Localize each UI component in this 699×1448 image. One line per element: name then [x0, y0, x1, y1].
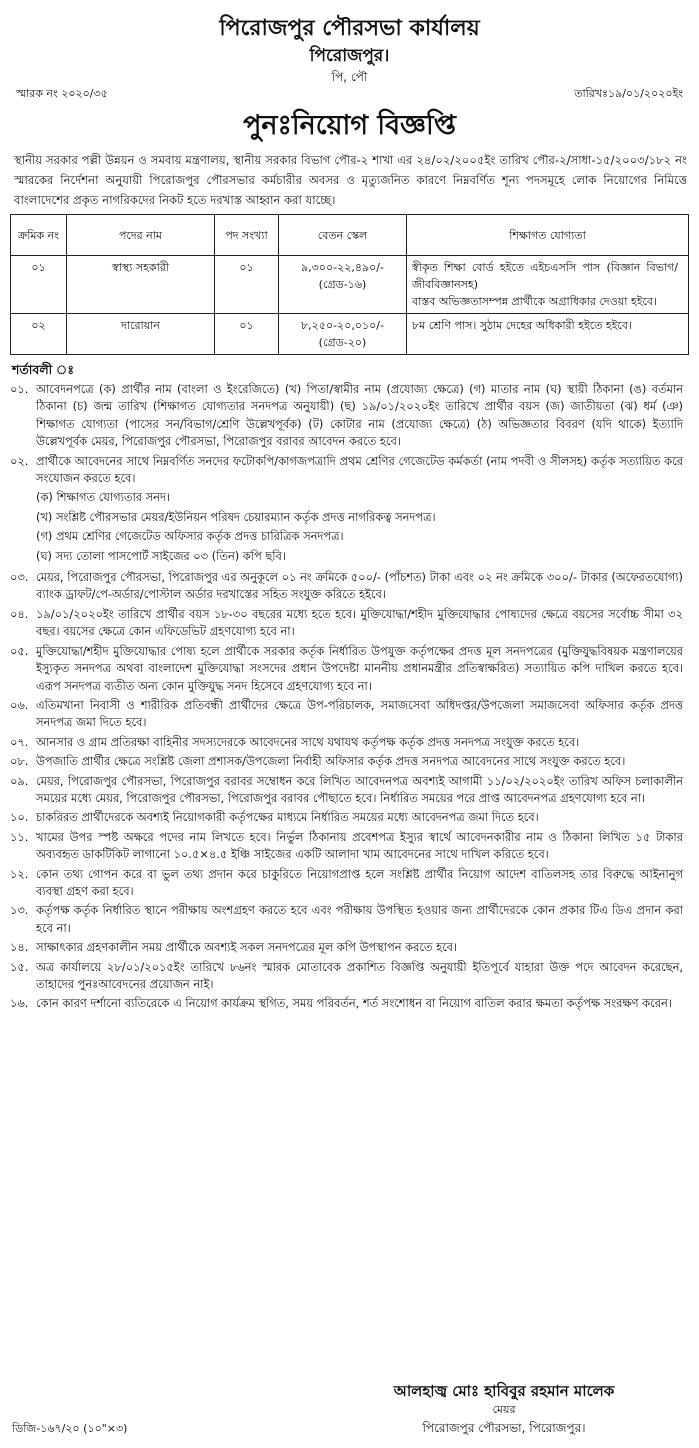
row-count: ০১ — [215, 314, 279, 355]
term-item — [10, 753, 689, 770]
term-body: কোন তথ্য গোপন করে বা ভুল তথ্য প্রদান করে চাকুরিতে নিয়োগপ্রাপ্ত হলে সংশ্লিষ্ট প্রার্থীর নিয়োগ আদেশ বাতিলসহ তার বিরুদ্ধে আইনানুগ ব্যবস্থা গ্রহণ করা হবে। — [36, 866, 683, 898]
term-text — [36, 453, 689, 567]
term-number: ০৫. — [10, 643, 29, 658]
term-item — [10, 734, 689, 751]
term-body: চাকরিরত প্রার্থীদেরকে অবশ্যই নিয়োগকারী কর্তৃপক্ষের মাধ্যমে নির্ধারিত সময়ের মধ্যে আবেদনপত্র জমা দিতে হবে। — [36, 810, 539, 825]
term-item — [10, 995, 689, 1012]
term-item — [10, 569, 689, 604]
education-requirement: ৮ম শ্রেণি পাস। সুঠাম দেহের অধিকারী হইতে হইবে। — [412, 319, 632, 332]
table-header-row — [11, 215, 689, 256]
ad-code: ডিজি-১৬৭/২০ (১০"×৩) — [12, 1422, 128, 1435]
term-text — [36, 381, 689, 451]
term-text — [36, 939, 689, 956]
term-text — [36, 606, 689, 641]
term-item — [10, 866, 689, 901]
term-number: ০৯. — [10, 773, 29, 788]
term-sub-item: (খ) সংশ্লিষ্ট পৌরসভার মেয়র/ইউনিয়ন পরিষদ চেয়ারম্যান কর্তৃক প্রদত্ত নাগরিকত্ব সনদপত্র। — [36, 509, 436, 524]
term-number: ০২. — [10, 453, 29, 468]
term-text — [36, 697, 689, 732]
term-body: মুক্তিযোদ্ধা/শহীদ মুক্তিযোদ্ধার পোষ্য হলে প্রার্থীকে সরকার কর্তৃক নির্ধারিত উপযুক্ত কর্তৃপক্ষের প্রদত্ত মূল সনদপত্রের (মুক্তিযুদ্ধবিষয়ক মন্ত্রণালয়ের ইস্যুকৃত সনদপত্র অথবা বাংলাদেশ মুক্তিযোদ্ধা সংসদের প্রধান উপদেষ্টা মাননীয় প্রধানমন্ত্রীর প্রতিস্বাক্ষরিত) সত্যায়িত কপি দাখিল করতে হবে। এরূপ সনদপত্র ব্যতীত অন্য কোন মুক্তিযুদ্ধ সনদ হিসেবে গ্রহণযোগ্য হবে না। — [36, 643, 683, 693]
term-text — [36, 959, 689, 994]
education-requirement: স্বীকৃত শিক্ষা বোর্ড হইতে এইচএসসি পাস (বিজ্ঞান বিভাগ/জীববিজ্ঞানসহ) — [412, 261, 678, 291]
term-number: ১২. — [10, 866, 29, 881]
scale-grade: (গ্রেড-২০) — [318, 336, 367, 349]
office-city: পিরোজপুর। — [309, 46, 390, 66]
term-text — [36, 829, 689, 864]
memo-row — [10, 86, 689, 102]
col-count: পদ সংখ্যা — [215, 215, 279, 256]
term-number: ০৩. — [10, 570, 29, 585]
term-sub-item: (গ) প্রথম শ্রেণির গেজেটেড অফিসার কর্তৃক প্রদত্ত চারিত্রিক সনদপত্র। — [36, 529, 344, 544]
terms-heading: শর্তাবলী ঃ — [12, 362, 75, 377]
term-text — [36, 809, 689, 826]
col-scale: বেতন স্কেল — [279, 215, 407, 256]
office-name: পিরোজপুর পৌরসভা কার্যালয় — [219, 16, 480, 41]
term-item — [10, 809, 689, 826]
col-serial: ক্রমিক নং — [11, 215, 67, 256]
term-body: অত্র কার্যালয়ে ২৮/০১/২০১৫ইং তারিখে ৮৬নং স্মারক মোতাবেক প্রকাশিত বিজ্ঞপ্তি অনুযায়ী ইতিপূর্বে যাহারা উক্ত পদে আবেদন করেছেন, তাহাদের পুনঃআবেদনের প্রয়োজন নাই। — [36, 959, 683, 991]
term-number: ০১. — [10, 382, 29, 396]
term-text — [36, 902, 689, 937]
term-body: মেয়র, পিরোজপুর পৌরসভা, পিরোজপুর বরাবর সম্বোধন করে লিখিত আবেদনপত্র অবশ্যই আগামী ১১/০২/২০২০ইং তারিখ অফিস চলাকালীন সময়ের মধ্যে মেয়র, পিরোজপুর পৌরসভা, পিরোজপুর বরাবর পৌছাতে হবে। নির্ধারিত সময়ের পরে প্রাপ্ত আবেদনপত্র গ্রহণযোগ্য হবে না। — [36, 773, 683, 805]
scale-range: ৮,২৫০-২০,০১০/- — [301, 319, 384, 332]
row-scale — [279, 256, 407, 314]
term-body: আবেদনপত্রে (ক) প্রার্থীর নাম (বাংলা ও ইংরেজিতে) (খ) পিতা/স্বামীর নাম (প্রযোজ্য ক্ষেত্রে) (গ) মাতার নাম (ঘ) স্থায়ী ঠিকানা (ঙ) বর্তমান ঠিকানা (চ) জন্ম তারিখ (শিক্ষাগত যোগ্যতার সনদপত্র অনুযায়ী) (ছ) ১৯/০১/২০২০ইং তারিখে প্রার্থীর বয়স (জ) জাতীয়তা (ঝ) ধর্ম (ঞ) শিক্ষাগত যোগ্যতা (পাসের সন/বিভাগ/শ্রেণি উল্লেখপূর্বক) (ট) কোটার নাম (প্রযোজ্য ক্ষেত্রে) (ঠ) অভিজ্ঞতার বিবরণ (যদি থাকে) ইত্যাদি উল্লেখপূর্বক মেয়র, পিরোজপুর পৌরসভা, পিরোজপুর বরাবর আবেদন করতে হবে। — [36, 382, 683, 449]
term-number: ১০. — [10, 810, 29, 825]
term-text — [36, 995, 689, 1012]
row-scale — [279, 314, 407, 355]
row-education — [407, 314, 689, 355]
term-body: আনসার ও গ্রাম প্রতিরক্ষা বাহিনীর সদস্যদেরকে আবেদনের সাথে যথাযথ কর্তৃপক্ষ কর্তৃক প্রদত্ত সনদপত্র সংযুক্ত করতে হবে। — [36, 734, 580, 749]
term-body: ১৯/০১/২০২০ইং তারিখে প্রার্থীর বয়স ১৮-৩০ বছরের মধ্যে হতে হবে। মুক্তিযোদ্ধা/শহীদ মুক্তিযোদ্ধার পোষ্যদের ক্ষেত্রে বয়সের সর্বোচ্চ সীমা ৩২ বছর। বয়সের ক্ষেত্রে কোন এফিডেভিট গ্রহণযোগ্য হবে না। — [36, 606, 683, 639]
term-item — [10, 829, 689, 864]
signatory-designation: মেয়র — [492, 1403, 516, 1416]
term-number: ১৫. — [10, 959, 29, 974]
signatory-office: পিরোজপুর পৌরসভা, পিরোজপুর। — [422, 1421, 586, 1435]
term-body: সাক্ষাৎকার গ্রহণকালীন সময় প্রার্থীকে অবশ্যই সকল সনদপত্রের মূল কপি উপস্থাপন করতে হবে। — [36, 940, 458, 955]
vacancy-table — [10, 214, 689, 355]
term-item — [10, 606, 689, 641]
term-sub-item: (ঘ) সদ্য তোলা পাসপোর্ট সাইজের ০৩ (তিন) কপি ছবি। — [36, 548, 286, 563]
terms-list — [10, 381, 689, 1013]
term-item — [10, 902, 689, 937]
term-item — [10, 381, 689, 451]
row-serial: ০২ — [11, 314, 67, 355]
col-post: পদের নাম — [67, 215, 215, 256]
term-body: কর্তৃপক্ষ কর্তৃক নির্ধারিত স্থানে পরীক্ষায় অংশগ্রহণ করতে হবে এবং পরীক্ষায় উপস্থিত হওয়ার জন্য প্রার্থীদেরকে কোন প্রকার টিএ ডিএ প্রদান করা হবে না। — [36, 903, 683, 935]
term-item — [10, 939, 689, 956]
row-serial: ০১ — [11, 256, 67, 314]
education-note: বাস্তব অভিজ্ঞতাসম্পন্ন প্রার্থীকে অগ্রাধিকার দেওয়া হইবে। — [412, 295, 657, 308]
row-education — [407, 256, 689, 314]
term-body: কোন কারণ দর্শানো ব্যতিরেকে এ নিয়োগ কার্যক্রম স্থগিত, সময় পরিবর্তন, শর্ত সংশোধন বা নিয়োগ বাতিল করার ক্ষমতা কর্তৃপক্ষ সংরক্ষণ করেন। — [36, 996, 672, 1011]
row-post: স্বাস্থ্য সহকারী — [67, 256, 215, 314]
memo-number: স্মারক নং ২০২০/৩৫ — [16, 87, 108, 100]
term-sub-item: (ক) শিক্ষাগত যোগ্যতার সনদ। — [36, 490, 171, 505]
term-body: খামের উপর স্পষ্ট অক্ষরে পদের নাম লিখতে হবে। নির্ভুল ঠিকানায় প্রবেশপত্র ইস্যুর স্বার্থে আবেদনকারীর নাম ও ঠিকানা লিখিত ১৫ টাকার অব্যবহৃত ডাকটিকিট লাগানো ১০.৫×৪.৫ ইঞ্চি সাইজের একটি আলাদা খাম আবেদনের সাথে দাখিল করিতে হবে। — [36, 829, 683, 862]
term-number: ১৪. — [10, 940, 29, 955]
term-body: উপজাতি প্রার্থীর ক্ষেত্রে সংশ্লিষ্ট জেলা প্রশাসক/উপজেলা নির্বাহী অফিসার কর্তৃক প্রদত্ত সনদপত্র আবেদনের সাথে সংযুক্ত করতে হবে। — [36, 754, 626, 769]
term-number: ০৮. — [10, 754, 29, 769]
term-item — [10, 697, 689, 732]
office-short: পি, পৌ — [331, 70, 368, 84]
term-item — [10, 959, 689, 994]
intro-paragraph: স্থানীয় সরকার পল্লী উন্নয়ন ও সমবায় মন্ত্রণালয়, স্থানীয় সরকার বিভাগ পৌর-২ শাখা এর ২৪/০২/২০০৫ইং তারিখ পৌর-২/সাধা-১৫/২০০৩/১৮২ নং স্মারকের নির্দেশনা অনুযায়ী পিরোজপুর পৌরসভার কর্মচারীর অবসর ও মৃত্যুজনিত কারণে নিম্নবর্ণিত শূন্য পদসমূহে লোক নিয়োগের নিমিত্তে বাংলাদেশের প্রকৃত নাগরিকদের নিকট হতে দরখাস্ত আহ্বান করা যাচ্ছে। — [14, 153, 687, 207]
table-row — [11, 314, 689, 355]
notice-title: পুনঃনিয়োগ বিজ্ঞপ্তি — [243, 110, 456, 141]
term-text — [36, 734, 689, 751]
memo-date: তারিখঃ১৯/০১/২০২০ইং — [574, 87, 683, 100]
term-body: প্রার্থীকে আবেদনের সাথে নিম্নবর্ণিত সনদের ফটোকপি/কাগজপত্রাদি প্রথম শ্রেণির গেজেটেড কর্মকর্তা (নাম পদবী ও সীলসহ) কর্তৃক সত্যায়িত করে সংযোজন করতে হবে। — [36, 453, 683, 486]
term-number: ০৭. — [10, 734, 29, 749]
col-education: শিক্ষাগত যোগ্যতা — [407, 215, 689, 256]
term-item — [10, 453, 689, 567]
term-text — [36, 753, 689, 770]
signature-block — [359, 1380, 649, 1438]
term-number: ১৬. — [10, 996, 29, 1011]
scale-grade: (গ্রেড-১৬) — [318, 278, 367, 291]
term-text — [36, 643, 689, 695]
signatory-name: আলহাজ্ব মোঃ হাবিবুর রহমান মালেক — [393, 1382, 615, 1400]
term-text — [36, 866, 689, 901]
term-text — [36, 773, 689, 808]
term-number: ১৩. — [10, 903, 29, 918]
term-number: ০৬. — [10, 697, 29, 712]
term-text — [36, 569, 689, 604]
term-number: ০৪. — [10, 606, 29, 621]
term-number: ১১. — [10, 829, 29, 844]
term-body: এতিমখানা নিবাসী ও শারীরিক প্রতিবন্ধী প্রার্থীদের ক্ষেত্রে উপ-পরিচালক, সমাজসেবা অধিদপ্তর/উপজেলা সমাজসেবা অফিসার কর্তৃক প্রদত্ত সনদপত্র জমা দিতে হবে। — [36, 697, 683, 730]
scale-range: ৯,৩০০-২২,৪৯০/- — [301, 261, 384, 274]
term-item — [10, 773, 689, 808]
table-row — [11, 256, 689, 314]
term-body: মেয়র, পিরোজপুর পৌরসভা, পিরোজপুর এর অনুকূলে ০১ নং ক্রমিকে ৫০০/- (পাঁচশত) টাকা এবং ০২ নং ক্রমিকে ৩০০/- টাকার (অফেরতযোগ্য) ব্যাংক ড্রাফট/পে-অর্ডার/পোস্টাল অর্ডার দরখাস্তের সহিত সংযুক্ত করিতে হইবে। — [36, 570, 683, 602]
term-item — [10, 643, 689, 695]
row-post: দারোয়ান — [67, 314, 215, 355]
row-count: ০১ — [215, 256, 279, 314]
